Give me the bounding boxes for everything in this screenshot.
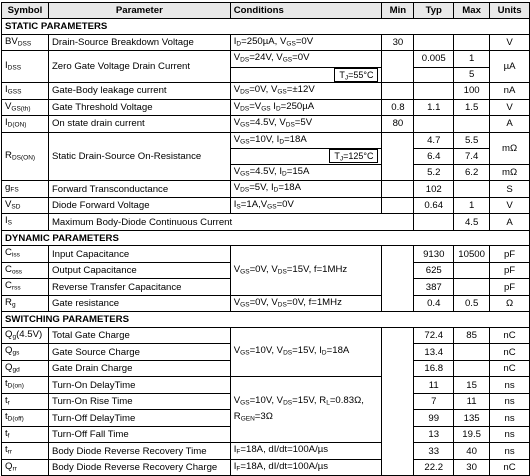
max	[454, 262, 490, 279]
unit: mΩ	[490, 132, 530, 164]
max: 15	[454, 377, 490, 394]
symbol: $t_{rr}$	[2, 443, 49, 460]
mosfet-spec-table	[1, 2, 530, 476]
conditions: $I_S=1A,V_{GS}=0V$	[230, 197, 382, 214]
symbol: $V_{SD}$	[2, 197, 49, 214]
row-vsd	[2, 197, 530, 214]
timing-cond-line-2: $R_{GEN}=3\Omega$	[233, 410, 273, 423]
unit: V	[490, 99, 530, 116]
header-symbol: Symbol	[2, 3, 49, 19]
unit: ns	[490, 426, 530, 443]
row-gfs	[2, 181, 530, 198]
typ: 387	[414, 279, 454, 296]
symbol: $C_{iss}$	[2, 246, 49, 263]
typ: 33	[414, 443, 454, 460]
header-row	[2, 3, 530, 19]
min	[382, 132, 414, 181]
row-igss	[2, 83, 530, 100]
min: 0.8	[382, 99, 414, 116]
row-tdon	[2, 377, 530, 394]
row-trr	[2, 443, 530, 460]
conditions: $V_{DS}=0V$, $V_{GS}=\pm 12V$	[230, 83, 382, 100]
row-qg	[2, 327, 530, 344]
unit: V	[490, 197, 530, 214]
typ: 6.4	[414, 149, 454, 165]
parameter: Body Diode Reverse Recovery Time	[48, 443, 230, 460]
max: 30	[454, 459, 490, 476]
parameter: Turn-On Rise Time	[48, 393, 230, 410]
conditions: $V_{GS}=4.5V$, $I_D=15A$	[230, 164, 382, 181]
parameter: Gate resistance	[48, 295, 230, 312]
symbol: $Q_{rr}$	[2, 459, 49, 476]
max: 40	[454, 443, 490, 460]
parameter: Zero Gate Voltage Drain Current	[48, 51, 230, 83]
unit: nC	[490, 360, 530, 377]
row-rg	[2, 295, 530, 312]
unit: mΩ	[490, 164, 530, 181]
header-units: Units	[490, 3, 530, 19]
row-ciss	[2, 246, 530, 263]
symbol: $R_{DS(ON)}$	[2, 132, 49, 181]
typ: 625	[414, 262, 454, 279]
conditions: $V_{GS}=10V$, $I_D=18A$	[230, 132, 382, 149]
header-max: Max	[454, 3, 490, 19]
max	[454, 181, 490, 198]
unit: Ω	[490, 295, 530, 312]
symbol: $I_{D(ON)}$	[2, 116, 49, 133]
typ: 1.1	[414, 99, 454, 116]
symbol: $g_{FS}$	[2, 181, 49, 198]
parameter: Gate Source Charge	[48, 344, 230, 361]
min	[382, 51, 414, 83]
typ: 0.4	[414, 295, 454, 312]
min	[382, 327, 414, 476]
header-parameter: Parameter	[48, 3, 230, 19]
conditions: $V_{DS}=24V$, $V_{GS}=0V$	[230, 51, 382, 68]
typ: 99	[414, 410, 454, 427]
header-conditions: Conditions	[230, 3, 382, 19]
parameter: Diode Forward Voltage	[48, 197, 230, 214]
header-typ: Typ	[414, 3, 454, 19]
max	[454, 116, 490, 133]
max	[454, 34, 490, 51]
unit: ns	[490, 443, 530, 460]
max: 100	[454, 83, 490, 100]
section-dynamic	[2, 230, 530, 246]
conditions: $V_{GS}=0V$, $V_{DS}=15V$, f=1MHz	[230, 246, 382, 296]
max: 0.5	[454, 295, 490, 312]
typ: 16.8	[414, 360, 454, 377]
conditions: $I_D=250\mu A$, $V_{GS}=0V$	[230, 34, 382, 51]
row-is	[2, 214, 530, 231]
conditions: $I_F=18A$, dI/dt=100A/µs	[230, 443, 382, 460]
max: 19.5	[454, 426, 490, 443]
conditions-temp	[230, 149, 382, 165]
temperature-box: $T_J=55^\circ C$	[334, 68, 378, 82]
symbol: $I_{DSS}$	[2, 51, 49, 83]
typ	[414, 214, 454, 231]
min	[382, 83, 414, 100]
parameter: Input Capacitance	[48, 246, 230, 263]
max: 10500	[454, 246, 490, 263]
min	[382, 246, 414, 312]
typ: 13.4	[414, 344, 454, 361]
section-static	[2, 19, 530, 35]
symbol: $C_{rss}$	[2, 279, 49, 296]
parameter: Gate Threshold Voltage	[48, 99, 230, 116]
symbol: $t_f$	[2, 426, 49, 443]
unit: ns	[490, 393, 530, 410]
row-qrr	[2, 459, 530, 476]
section-title: STATIC PARAMETERS	[2, 19, 530, 35]
max: 135	[454, 410, 490, 427]
section-switching	[2, 312, 530, 328]
min	[382, 181, 414, 198]
parameter: On state drain current	[48, 116, 230, 133]
section-title: SWITCHING PARAMETERS	[2, 312, 530, 328]
conditions: $V_{GS}=4.5V$, $V_{DS}=5V$	[230, 116, 382, 133]
typ: 4.7	[414, 132, 454, 149]
unit: nA	[490, 83, 530, 100]
symbol: $I_{GSS}$	[2, 83, 49, 100]
max: 11	[454, 393, 490, 410]
symbol: $BV_{DSS}$	[2, 34, 49, 51]
max	[454, 360, 490, 377]
typ: 11	[414, 377, 454, 394]
section-title: DYNAMIC PARAMETERS	[2, 230, 530, 246]
row-bvdss	[2, 34, 530, 51]
symbol: $t_{D(on)}$	[2, 377, 49, 394]
unit: nC	[490, 327, 530, 344]
unit: µA	[490, 51, 530, 83]
parameter: Gate Drain Charge	[48, 360, 230, 377]
unit: A	[490, 116, 530, 133]
max: 6.2	[454, 164, 490, 181]
parameter: Turn-Off DelayTime	[48, 410, 230, 427]
typ	[414, 83, 454, 100]
max: 4.5	[454, 214, 490, 231]
unit: ns	[490, 377, 530, 394]
conditions: $I_F=18A$, dI/dt=100A/µs	[230, 459, 382, 476]
unit: S	[490, 181, 530, 198]
typ: 9130	[414, 246, 454, 263]
parameter: Turn-On DelayTime	[48, 377, 230, 394]
symbol: $t_{D(off)}$	[2, 410, 49, 427]
conditions: $V_{GS}=10V$, $V_{DS}=15V$, $I_D=18A$	[230, 327, 382, 377]
parameter: Forward Transconductance	[48, 181, 230, 198]
row-rdson-1	[2, 132, 530, 149]
symbol: $t_r$	[2, 393, 49, 410]
typ	[414, 67, 454, 83]
unit: ns	[490, 410, 530, 427]
min: 80	[382, 116, 414, 133]
symbol: $I_S$	[2, 214, 49, 231]
parameter: Output Capacitance	[48, 262, 230, 279]
parameter: Turn-Off Fall Time	[48, 426, 230, 443]
unit: pF	[490, 262, 530, 279]
typ: 7	[414, 393, 454, 410]
max: 1.5	[454, 99, 490, 116]
unit: pF	[490, 246, 530, 263]
unit: pF	[490, 279, 530, 296]
unit: nC	[490, 344, 530, 361]
timing-cond-line-1: $V_{GS}=10V$, $V_{DS}=15V$, $R_L=0.83\Omega$,	[233, 395, 364, 407]
unit: nC	[490, 459, 530, 476]
typ	[414, 34, 454, 51]
symbol: $Q_{gs}$	[2, 344, 49, 361]
typ	[414, 116, 454, 133]
typ: 5.2	[414, 164, 454, 181]
max	[454, 279, 490, 296]
min	[382, 197, 414, 214]
max: 5	[454, 67, 490, 83]
typ: 0.005	[414, 51, 454, 68]
symbol: $V_{GS(th)}$	[2, 99, 49, 116]
header-min: Min	[382, 3, 414, 19]
typ: 102	[414, 181, 454, 198]
symbol: $Q_g(4.5V)$	[2, 327, 49, 344]
max: 1	[454, 51, 490, 68]
parameter: Reverse Transfer Capacitance	[48, 279, 230, 296]
row-idss-1	[2, 51, 530, 68]
temperature-box: $T_J=125^\circ C$	[329, 149, 378, 163]
max: 85	[454, 327, 490, 344]
parameter: Gate-Body leakage current	[48, 83, 230, 100]
parameter: Drain-Source Breakdown Voltage	[48, 34, 230, 51]
row-idon	[2, 116, 530, 133]
parameter: Static Drain-Source On-Resistance	[48, 132, 230, 181]
parameter: Body Diode Reverse Recovery Charge	[48, 459, 230, 476]
max: 1	[454, 197, 490, 214]
unit: A	[490, 214, 530, 231]
typ: 0.64	[414, 197, 454, 214]
min: 30	[382, 34, 414, 51]
max	[454, 344, 490, 361]
conditions: $V_{DS}=V_{GS}$ $I_D=250\mu A$	[230, 99, 382, 116]
conditions-timing	[230, 377, 382, 443]
parameter: Total Gate Charge	[48, 327, 230, 344]
symbol: $C_{oss}$	[2, 262, 49, 279]
symbol: $Q_{gd}$	[2, 360, 49, 377]
row-vgsth	[2, 99, 530, 116]
max: 5.5	[454, 132, 490, 149]
conditions: $V_{DS}=5V$, $I_D=18A$	[230, 181, 382, 198]
typ: 13	[414, 426, 454, 443]
typ: 22.2	[414, 459, 454, 476]
max: 7.4	[454, 149, 490, 165]
parameter: Maximum Body-Diode Continuous Current	[48, 214, 413, 231]
symbol: $R_g$	[2, 295, 49, 312]
unit: V	[490, 34, 530, 51]
typ: 72.4	[414, 327, 454, 344]
conditions-temp	[230, 67, 382, 83]
conditions: $V_{GS}=0V$, $V_{DS}=0V$, f=1MHz	[230, 295, 382, 312]
